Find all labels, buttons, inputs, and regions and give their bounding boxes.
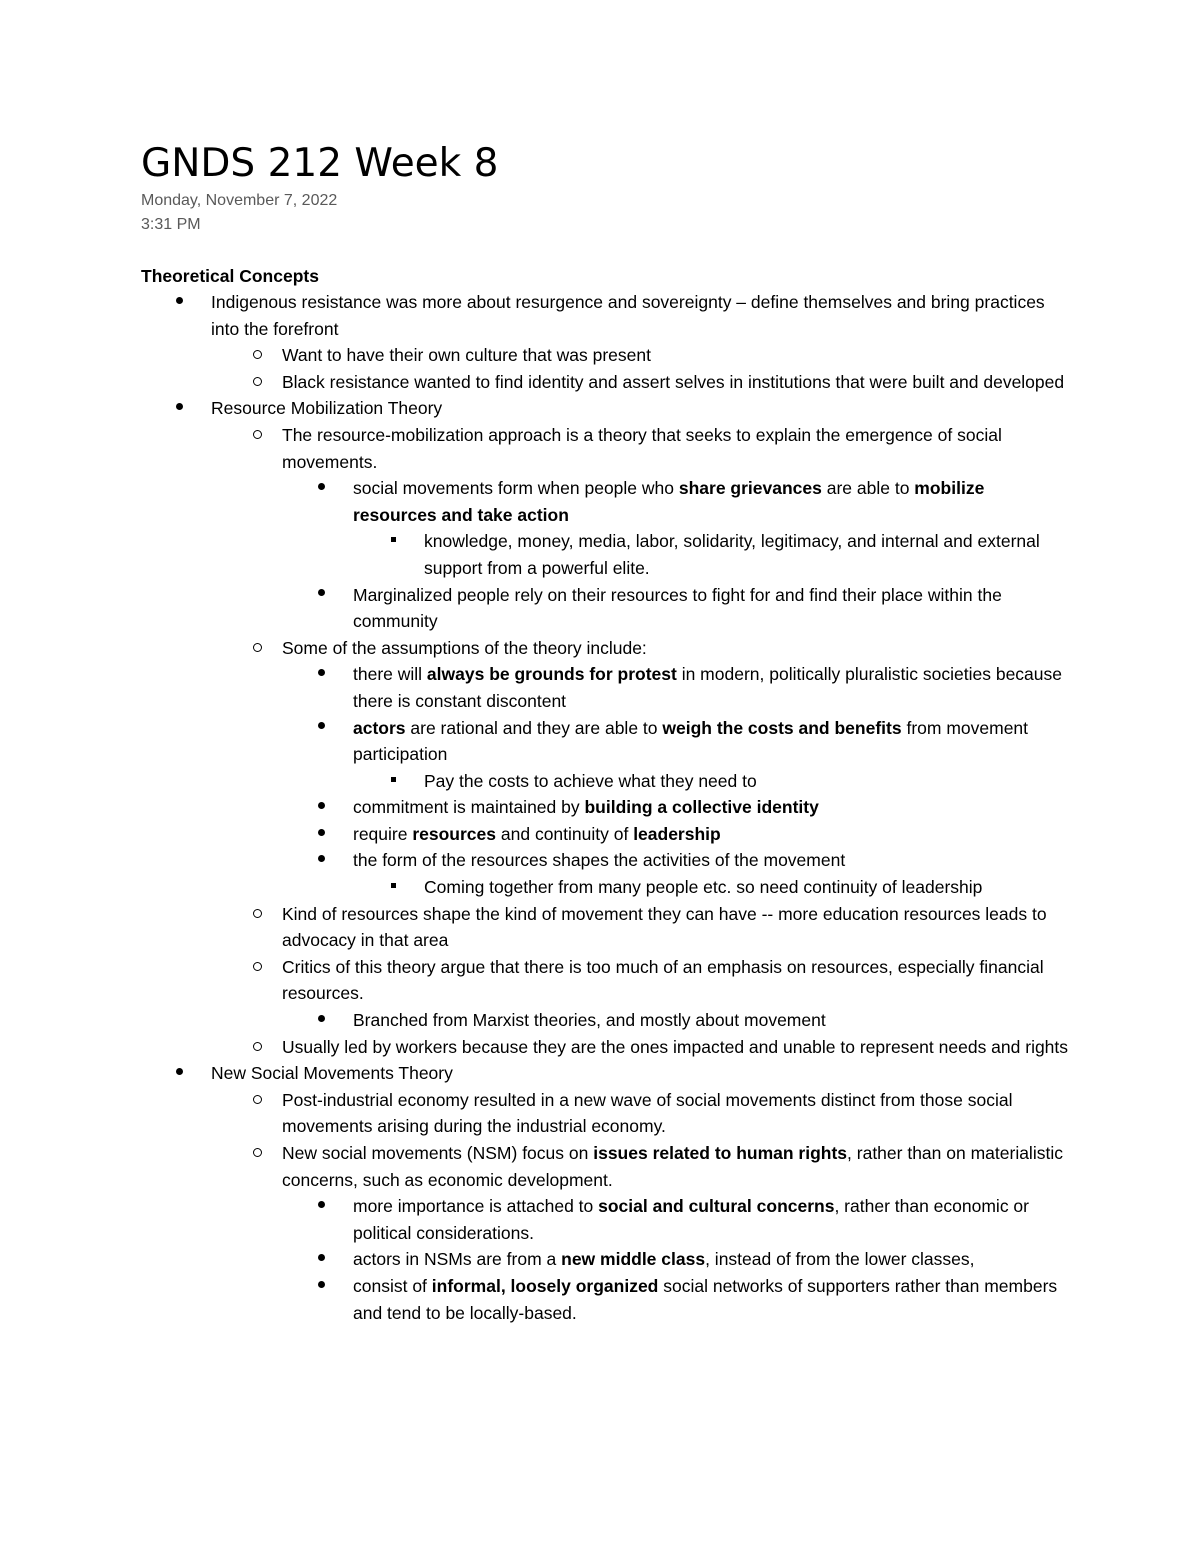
bold-text: leadership [633,823,721,844]
item-text: knowledge, money, media, labor, solidarity, legitimacy, and internal and external support from a powerful elite. [424,531,1040,578]
bullet-icon [171,289,187,316]
bullet-icon [313,1007,329,1034]
circle-bullet-icon [249,422,265,449]
item-text: Post-industrial economy resulted in a new wave of social movements distinct from those social movements arising during the industrial economy. [282,1089,1013,1137]
circle-bullet-icon [249,901,265,928]
square-bullet-icon [385,528,401,555]
item-text: Black resistance wanted to find identity and assert selves in institutions that were built and developed [282,371,1065,392]
bold-text: always be grounds for protest [426,664,677,685]
bold-text: weigh the costs and benefits [662,717,902,738]
item-text: Kind of resources shape the kind of movement they can have -- more education resources leads to advocacy in that area [282,903,1047,951]
list-item [141,528,1071,581]
item-text: Coming together from many people etc. so need continuity of leadership [424,877,983,898]
item-text: , rather than economic or political considerations. [353,1196,1029,1243]
list-item [141,422,1071,475]
item-text: there will [353,664,427,685]
list-item [141,901,1071,954]
list-item [141,768,1071,795]
item-text: Usually led by workers because they are the ones impacted and unable to represent needs and rights [282,1036,1069,1057]
bullet-icon [313,847,329,874]
list-item [141,1246,1071,1273]
note-time: 3:31 PM [141,216,201,233]
item-text: require [353,823,413,844]
bullet-icon [313,475,329,502]
note-date: Monday, November 7, 2022 [141,192,338,209]
item-text: Resource Mobilization Theory [211,398,443,419]
list-item [141,954,1071,1007]
list-item [141,342,1071,369]
item-text: Pay the costs to achieve what they need to [424,770,757,791]
circle-bullet-icon [249,369,265,396]
item-text: more importance is attached to [353,1196,599,1217]
list-item [141,1273,1071,1326]
list-item [141,1087,1071,1140]
item-text: New social movements (NSM) focus on [282,1143,594,1163]
bullet-icon [313,1246,329,1273]
list-item [141,794,1071,821]
circle-bullet-icon [249,1087,265,1114]
list-item [141,1034,1071,1061]
item-text: Marginalized people rely on their resources to fight for and find their place within the community [353,584,1002,632]
item-text: the form of the resources shapes the activities of the movement [353,850,846,871]
list-item [141,1060,1071,1087]
bold-text: resources [412,823,497,844]
list-item [141,1193,1071,1246]
bold-text: building a collective identity [584,797,819,818]
circle-bullet-icon [249,1034,265,1061]
bullet-icon [313,1273,329,1300]
section-heading: Theoretical Concepts [141,266,319,286]
list-item [141,289,1071,342]
item-text: Critics of this theory argue that there is too much of an emphasis on resources, especially financial resources. [282,956,1044,1004]
item-text: social networks of supporters rather than members and tend to be locally-based. [353,1275,1058,1323]
bullet-icon [313,821,329,848]
bullet-icon [313,794,329,821]
item-text: in modern, politically pluralistic societies because there is constant discontent [353,664,1063,711]
item-text: Branched from Marxist theories, and mostly about movement [353,1010,826,1031]
list-item [141,661,1071,714]
item-text: Indigenous resistance was more about resurgence and sovereignty – define themselves and bring practices into the forefront [211,292,1045,339]
bold-text: social and cultural concerns [598,1196,835,1217]
circle-bullet-icon [249,954,265,981]
bold-text: actors [353,717,406,738]
list-item [141,715,1071,768]
list-item [141,475,1071,528]
item-text: , instead of from the lower classes, [705,1249,975,1270]
bullet-icon [313,661,329,688]
item-text: are able to [821,478,915,499]
list-item [141,369,1071,396]
item-text: social movements form when people who [353,478,679,499]
list-item [141,874,1071,901]
bullet-icon [313,715,329,742]
bold-text: issues related to human rights [593,1143,848,1163]
bold-text: mobilize resources and take action [353,478,985,525]
list-item [141,395,1071,422]
bullet-icon [313,582,329,609]
list-item [141,1140,1071,1193]
item-text: from movement participation [353,717,1029,765]
item-text: actors in NSMs are from a [353,1249,562,1270]
bold-text: new middle class [561,1249,706,1270]
bullet-icon [171,1060,187,1087]
list-item [141,847,1071,874]
item-text: New Social Movements Theory [211,1063,453,1084]
list-item [141,1007,1071,1034]
bullet-icon [313,1193,329,1220]
item-text: commitment is maintained by [353,797,585,818]
item-text: Some of the assumptions of the theory include: [282,637,647,658]
notes-outline [141,289,1071,1326]
item-text: The resource-mobilization approach is a theory that seeks to explain the emergence of social movements. [282,424,1002,472]
list-item [141,582,1071,635]
circle-bullet-icon [249,635,265,662]
square-bullet-icon [385,768,401,795]
circle-bullet-icon [249,1140,265,1167]
bold-text: share grievances [678,478,822,499]
list-item [141,635,1071,662]
item-text: Want to have their own culture that was present [282,345,651,366]
item-text: and continuity of [496,823,634,844]
bullet-icon [171,395,187,422]
circle-bullet-icon [249,342,265,369]
item-text: consist of [353,1275,432,1296]
square-bullet-icon [385,874,401,901]
page-title: GNDS 212 Week 8 [141,141,499,186]
item-text: , rather than on materialistic concerns, such as economic development. [282,1143,1063,1190]
item-text: are rational and they are able to [405,717,663,738]
bold-text: informal, loosely organized [431,1275,659,1296]
list-item [141,821,1071,848]
